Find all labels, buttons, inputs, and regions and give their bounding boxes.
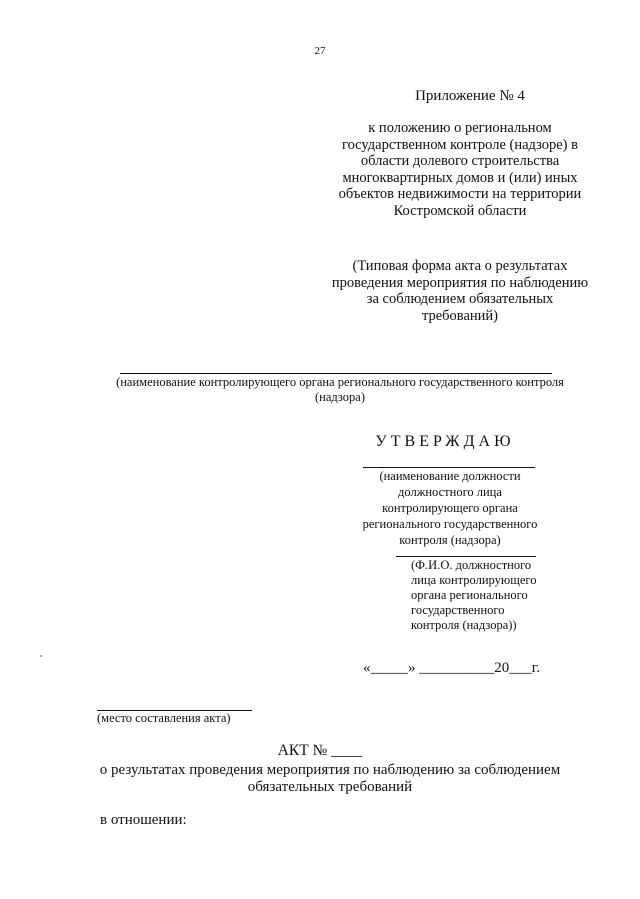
form-type-note: (Типовая форма акта о результатах проведения мероприятия по наблюдению за соблюдением обязательных требований)	[331, 258, 589, 324]
act-title: АКТ № ____	[277, 742, 363, 759]
approval-heading: УТВЕРЖДАЮ	[375, 433, 515, 450]
appendix-reference: к положению о региональном государственном контроле (надзоре) в области долевого строительства многоквартирных домов и (или) иных объектов недвижимости на территории Костромской области	[338, 120, 582, 219]
place-caption: (место составления акта)	[97, 711, 231, 725]
regarding-label: в отношении:	[100, 812, 187, 828]
approval-date-line: «_____» __________20___г.	[363, 660, 540, 676]
fio-line	[396, 556, 536, 557]
page-number: 27	[314, 45, 326, 57]
appendix-title: Приложение № 4	[415, 88, 525, 104]
position-caption: (наименование должности должностного лица контролирующего органа регионального государственного контроля (надзора)	[362, 469, 538, 547]
scan-speck	[40, 655, 42, 657]
org-name-caption: (наименование контролирующего органа регионального государственного контроля (надзора)	[116, 375, 564, 404]
fio-caption: (Ф.И.О. должностного лица контролирующего органа регионального государственного контроля (надзора))	[411, 558, 537, 632]
org-name-line	[120, 373, 552, 374]
act-subtitle: о результатах проведения мероприятия по наблюдению за соблюдением обязательных требований	[99, 762, 561, 795]
